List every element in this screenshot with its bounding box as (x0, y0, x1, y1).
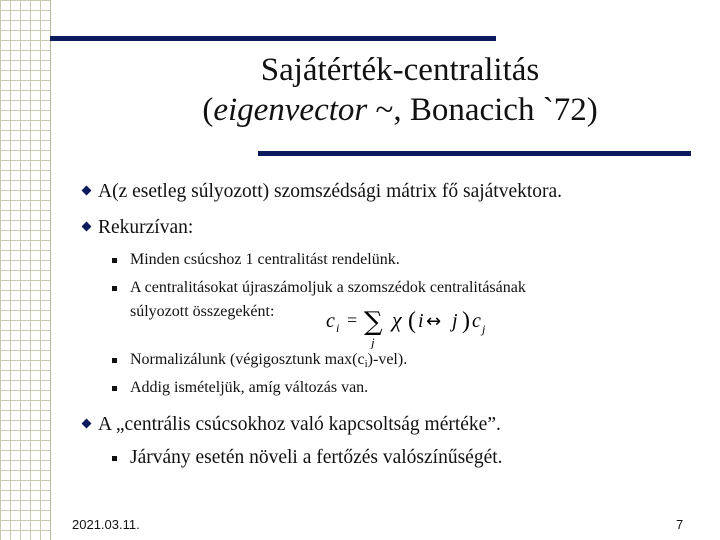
title-line-1: Sajátérték-centralitás (260, 52, 540, 88)
sub-bullet-3-text: Normalizálunk (végigosztunk max(c (130, 351, 365, 368)
formula-j: j (452, 310, 458, 332)
sub-bullet-5: Járvány esetén növeli a fertőzés valószínűségét. (130, 447, 503, 468)
formula-chi: χ (392, 307, 402, 332)
sub-bullet-3-tail: )-vel). (367, 351, 408, 368)
sub-bullet-square-icon (112, 258, 117, 263)
bullet-diamond-icon (82, 186, 92, 196)
footer-date: 2021.03.11. (72, 517, 140, 532)
bullet-2: Rekurzívan: (98, 217, 194, 238)
formula-paren-close: ) (462, 308, 470, 334)
formula-paren-open: ( (408, 308, 416, 334)
page-number: 7 (676, 517, 684, 532)
decorative-grid-strip (0, 0, 51, 540)
title-rule-top (50, 36, 496, 41)
title-rule-bottom (258, 151, 691, 156)
sub-bullet-3-subscript: i (364, 358, 368, 370)
sub-bullet-1: Minden csúcshoz 1 centralitást rendelünk. (130, 251, 400, 268)
formula-lhs: c (326, 310, 335, 332)
title-eigenvector: eigenvector (213, 92, 368, 128)
bullet-1: A(z esetleg súlyozott) szomszédsági mátrix fő sajátvektora. (98, 181, 563, 202)
bullet-3: A „centrális csúcsokhoz való kapcsoltság mértéke”. (98, 414, 501, 435)
formula-arrow: ↔ (426, 311, 442, 332)
formula-lhs-sub: i (336, 321, 340, 335)
title-line-2 (120, 90, 680, 130)
sub-bullet-3 (130, 350, 407, 374)
title-paren: ( (202, 92, 214, 128)
sub-bullet-square-icon (112, 456, 117, 461)
formula-sum: ∑ (364, 307, 383, 337)
sub-bullet-2-line-1: A centralitásokat újraszámoljuk a szomszédok centralitásának (130, 279, 526, 296)
sub-bullet-square-icon (112, 386, 117, 391)
title-rest: ~, Bonacich `72) (367, 92, 598, 128)
formula-c: c (472, 310, 481, 332)
sub-bullet-4: Addig ismételjük, amíg változás van. (130, 379, 369, 396)
sub-bullet-square-icon (112, 358, 117, 363)
formula-equals: = (347, 310, 358, 330)
bullet-diamond-icon (82, 222, 92, 232)
slide-title (120, 50, 680, 130)
formula-c-sub: j (482, 322, 486, 336)
sub-bullet-2-line-2: súlyozott összegeként: (130, 303, 275, 320)
centrality-formula (322, 297, 502, 349)
formula-sum-index: j (371, 335, 375, 349)
bullet-diamond-icon (82, 419, 92, 429)
sub-bullet-square-icon (112, 286, 117, 291)
formula-i: i (418, 310, 424, 332)
